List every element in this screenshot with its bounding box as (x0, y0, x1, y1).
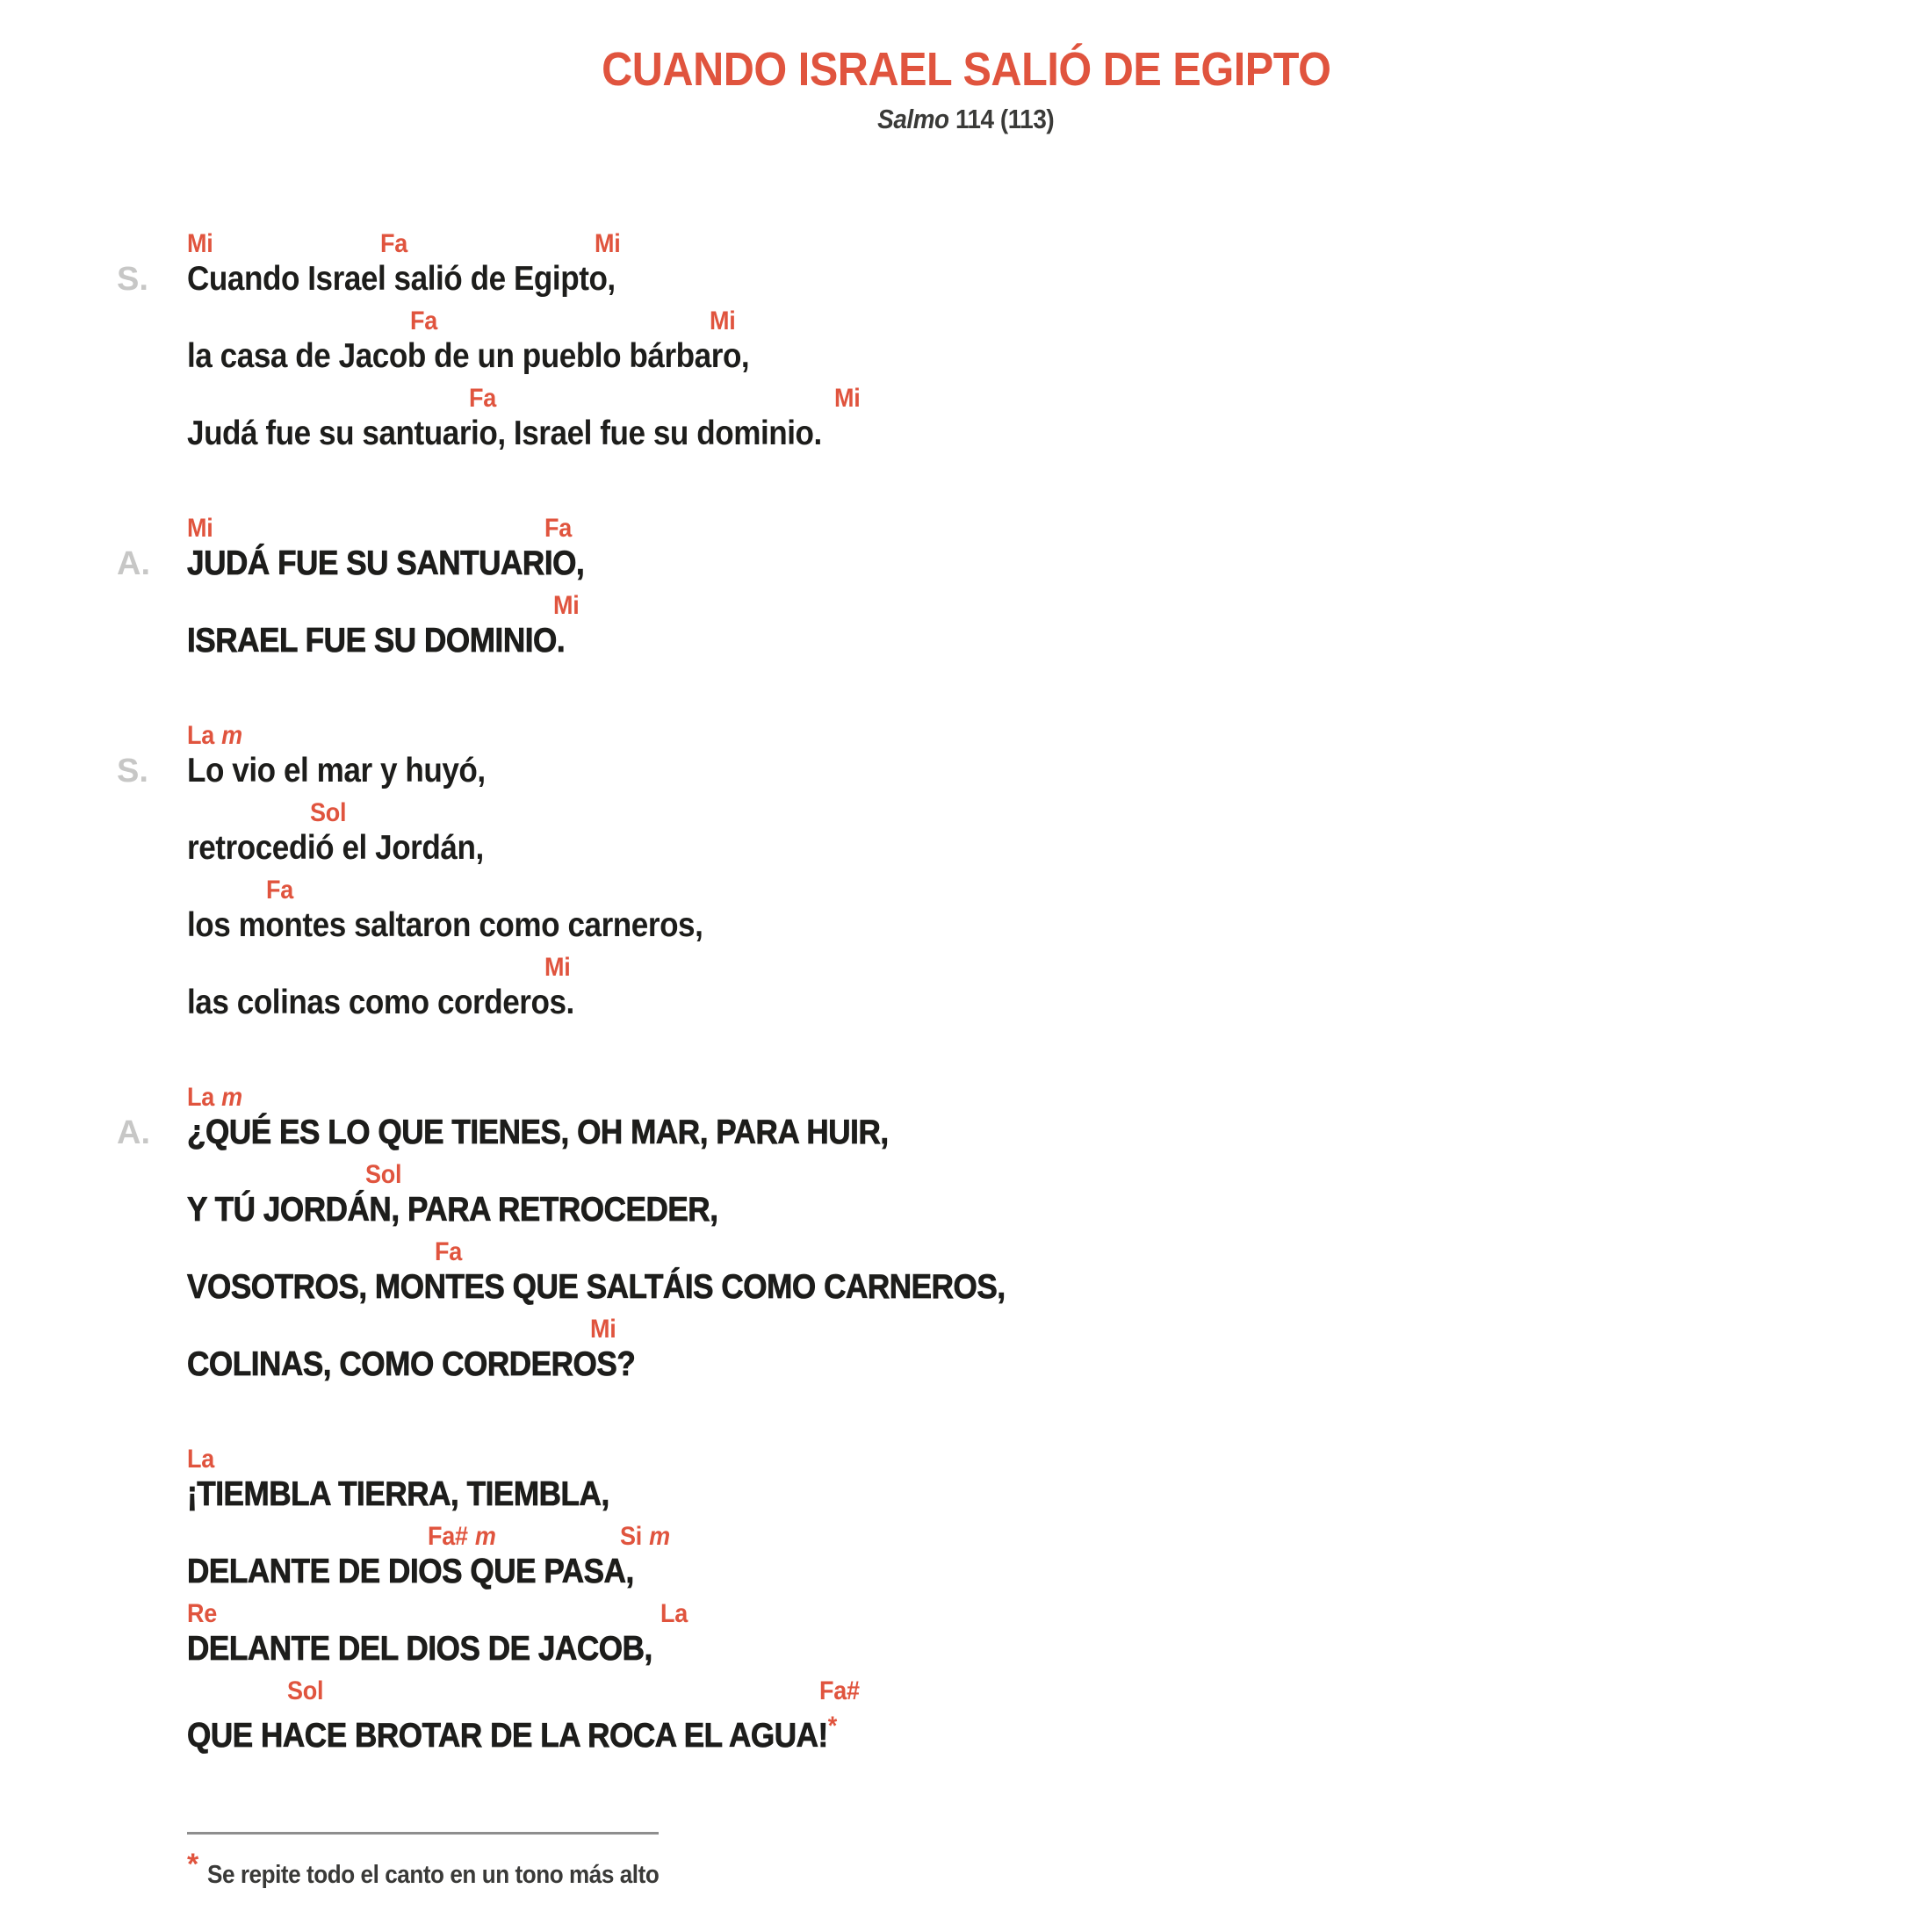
lyric-row (187, 622, 1417, 660)
song-line (187, 1591, 1417, 1669)
chord-row (187, 790, 1417, 829)
chord (590, 1315, 616, 1344)
chord (544, 514, 572, 544)
chord-root: Fa (435, 1237, 462, 1266)
lyric-line: la casa de Jacob de un pueblo bárbaro, (187, 337, 750, 375)
chord-root: Sol (365, 1160, 402, 1189)
lyric-line: QUE HACE BROTAR DE LA ROCA EL AGUA!* (187, 1712, 837, 1755)
chord (187, 1445, 214, 1474)
chord-root: Fa (380, 229, 407, 258)
chord-row (187, 1229, 1417, 1268)
lyric-row (187, 415, 1417, 453)
verse-section (187, 1437, 1417, 1755)
lyric-line: DELANTE DE DIOS QUE PASA, (187, 1553, 634, 1590)
chord-minor: m (649, 1522, 670, 1551)
chord-root: Re (187, 1599, 217, 1628)
chord-row (187, 713, 1417, 752)
chord-row (187, 1437, 1417, 1475)
chord-row (187, 583, 1417, 622)
lyric-line: ISRAEL FUE SU DOMINIO. (187, 622, 566, 660)
chord-row (187, 299, 1417, 337)
footnote-text: Se repite todo el canto en un tono más alto (207, 1861, 660, 1889)
chord (266, 876, 293, 905)
chord-root: Mi (187, 514, 213, 543)
song-line (187, 945, 1417, 1022)
chord (187, 721, 242, 751)
verse-label: A. (117, 545, 150, 582)
chord (620, 1522, 670, 1552)
lyric-asterisk: * (827, 1712, 837, 1741)
chord-root: La (187, 721, 214, 750)
verses (117, 221, 1417, 1755)
chord-minor: m (474, 1522, 496, 1551)
chord-root: Mi (834, 384, 861, 413)
chord-row (187, 1514, 1417, 1553)
lyric-row (187, 1475, 1417, 1514)
chord-row (187, 1152, 1417, 1191)
chord (553, 591, 579, 621)
chord-root: Mi (590, 1315, 616, 1344)
song-line (187, 376, 1417, 453)
chord (287, 1676, 323, 1706)
song-line (187, 1669, 1417, 1755)
lyric-row (187, 337, 1417, 376)
lyric-line: Cuando Israel salió de Egipto, (187, 260, 616, 298)
chord (595, 229, 620, 259)
chord-row (187, 1307, 1417, 1345)
lyric-line: JUDÁ FUE SU SANTUARIO, (187, 544, 585, 582)
lyric-line: DELANTE DEL DIOS DE JACOB, (187, 1630, 652, 1668)
chord (410, 306, 437, 336)
lyric-row (187, 1707, 1417, 1755)
chord-root: Fa (469, 384, 496, 413)
chord-row (187, 1591, 1417, 1630)
lyric-row (187, 1553, 1417, 1591)
subtitle-psalm-number: 114 (113) (955, 104, 1055, 134)
song-line (187, 1514, 1417, 1591)
chord (187, 1599, 217, 1629)
song-line (187, 790, 1417, 868)
chord-row (187, 1669, 1417, 1707)
footnote-divider (187, 1832, 659, 1835)
lyric-line: Y TÚ JORDÁN, PARA RETROCEDER, (187, 1191, 718, 1229)
chord-root: Sol (287, 1676, 324, 1705)
chord (710, 306, 735, 336)
chord-minor: m (221, 1083, 242, 1112)
subtitle-psalm-word: Salmo (877, 104, 949, 134)
chord-root: Mi (710, 306, 736, 335)
chord-root: La (660, 1599, 688, 1628)
lyric-line: ¡TIEMBLA TIERRA, TIEMBLA, (187, 1475, 609, 1513)
chord (187, 1083, 242, 1113)
chord-row (187, 945, 1417, 984)
chord (187, 229, 213, 259)
verse-section (117, 1075, 1417, 1384)
song-line (187, 1307, 1417, 1384)
lyric-row (187, 752, 1417, 790)
page-title-text: CUANDO ISRAEL SALIÓ DE EGIPTO (601, 43, 1331, 96)
lyric-row (187, 1191, 1417, 1229)
song-line (187, 1229, 1417, 1307)
song-line (187, 1075, 1417, 1152)
lyric-row (187, 544, 1417, 583)
chord-root: Fa# (428, 1522, 468, 1551)
chord-root: Sol (310, 798, 347, 827)
lyric-line: las colinas como corderos. (187, 984, 574, 1021)
page-subtitle (0, 102, 1932, 137)
chord-root: Fa (410, 306, 437, 335)
footnote-asterisk: * (187, 1848, 199, 1881)
chord (819, 1676, 860, 1706)
lyric-line: Lo vio el mar y huyó, (187, 752, 486, 789)
chord (380, 229, 407, 259)
chord-minor: m (221, 721, 242, 750)
lyric-row (187, 984, 1417, 1022)
chord (310, 798, 346, 828)
chord-row (187, 1075, 1417, 1114)
lyric-line: COLINAS, COMO CORDEROS? (187, 1345, 636, 1383)
page-title (0, 42, 1932, 97)
chord-root: Mi (553, 591, 580, 620)
chord-root: Fa (266, 876, 293, 905)
chord-root: Fa (544, 514, 572, 543)
chord-root: Si (620, 1522, 642, 1551)
chord (428, 1522, 496, 1552)
chord (187, 514, 213, 544)
chord (544, 953, 570, 983)
lyric-line: Judá fue su santuario, Israel fue su dominio. (187, 415, 822, 452)
song-line (187, 1152, 1417, 1229)
chord-row (187, 868, 1417, 906)
lyric-row (187, 906, 1417, 945)
chord (469, 384, 496, 414)
chord-root: Mi (187, 229, 213, 258)
chord-root: Mi (544, 953, 571, 982)
verse-label: A. (117, 1114, 150, 1151)
chord (660, 1599, 688, 1629)
lyric-line: retrocedió el Jordán, (187, 829, 484, 867)
song-line (187, 713, 1417, 790)
song-line (187, 221, 1417, 299)
lyric-row (187, 1630, 1417, 1669)
chord-root: La (187, 1083, 214, 1112)
lyric-line: los montes saltaron como carneros, (187, 906, 703, 944)
chord-row (187, 376, 1417, 415)
chord (365, 1160, 401, 1190)
chord (435, 1237, 462, 1267)
song-line (187, 299, 1417, 376)
lyric-row (187, 829, 1417, 868)
lyric-row (187, 1114, 1417, 1152)
song-line (187, 1437, 1417, 1514)
chord-row (187, 506, 1417, 544)
song-line (187, 583, 1417, 660)
chord-root: Mi (595, 229, 621, 258)
verse-section (117, 506, 1417, 660)
chord-row (187, 221, 1417, 260)
chord-root: La (187, 1445, 214, 1474)
verse-section (117, 221, 1417, 453)
lyric-row (187, 1268, 1417, 1307)
lyric-row (187, 260, 1417, 299)
song-line (187, 868, 1417, 945)
verse-label: S. (117, 261, 148, 298)
lyric-line: ¿QUÉ ES LO QUE TIENES, OH MAR, PARA HUIR, (187, 1114, 889, 1151)
footnote-area (187, 1832, 977, 1892)
verse-section (117, 713, 1417, 1022)
lyric-line: VOSOTROS, MONTES QUE SALTÁIS COMO CARNEROS, (187, 1268, 1006, 1306)
verse-label: S. (117, 753, 148, 789)
footnote (187, 1847, 977, 1892)
chord-root: Fa# (819, 1676, 860, 1705)
header (0, 42, 1932, 137)
lyric-row (187, 1345, 1417, 1384)
song-line (187, 506, 1417, 583)
chord (834, 384, 860, 414)
